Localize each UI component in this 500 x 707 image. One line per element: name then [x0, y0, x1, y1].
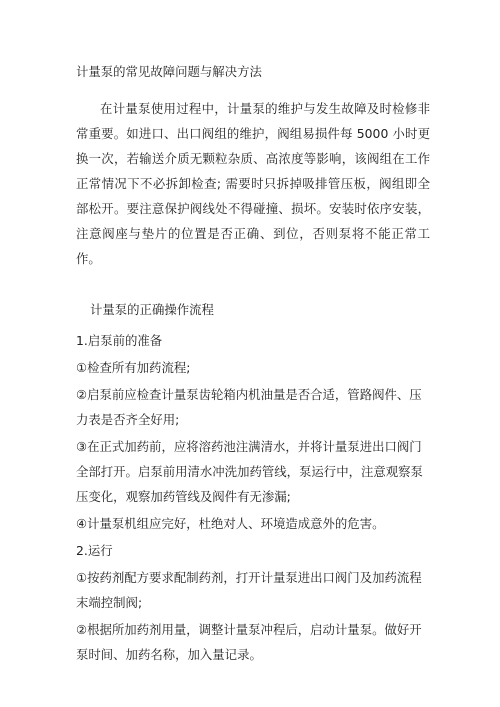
list-item: ③在正式加药前，应将溶药池注满清水，并将计量泵进出口阀门全部打开。启泵前用清水冲洗加药管线，泵运行中，注意观察泵压变化，观察加药管线及阀件有无渗漏; [76, 439, 423, 504]
subsection-title: 2.运行 [76, 543, 113, 558]
document-title: 计量泵的常见故障问题与解决方法 [76, 64, 262, 79]
list-item: ②启泵前应检查计量泵齿轮箱内机油量是否合适，管路阀件、压力表是否齐全好用; [76, 387, 422, 427]
subsection-title: 1.启泵前的准备 [76, 333, 163, 348]
list-item: ①按药剂配方要求配制药剂，打开计量泵进出口阀门及加药流程末端控制阀; [76, 570, 422, 610]
section-heading: 计量泵的正确操作流程 [90, 302, 214, 317]
intro-paragraph: 在计量泵使用过程中，计量泵的维护与发生故障及时检修非常重要。如进口、出口阀组的维护，阀组易损件每 5000 小时更换一次，若输送介质无颗粒杂质、高浓度等影响，该阀组在工作正常情况下不必拆卸检查; 需要时只拆掉吸排管压板，阀组即全部松开。要注意保护阀线处不得碰撞、损坏。安装时依序安装，注意阀座与垫片的位置是否正确、到位，否则泵将不能正常工作。 [76, 101, 430, 266]
list-item: ④计量泵机组应完好，杜绝对人、环境造成意外的危害。 [76, 516, 385, 531]
list-item: ①检查所有加药流程; [76, 360, 191, 375]
list-item: ②根据所加药剂用量，调整计量泵冲程后，启动计量泵。做好开泵时间、加药名称，加入量记录。 [76, 622, 422, 662]
spacer [76, 271, 430, 297]
